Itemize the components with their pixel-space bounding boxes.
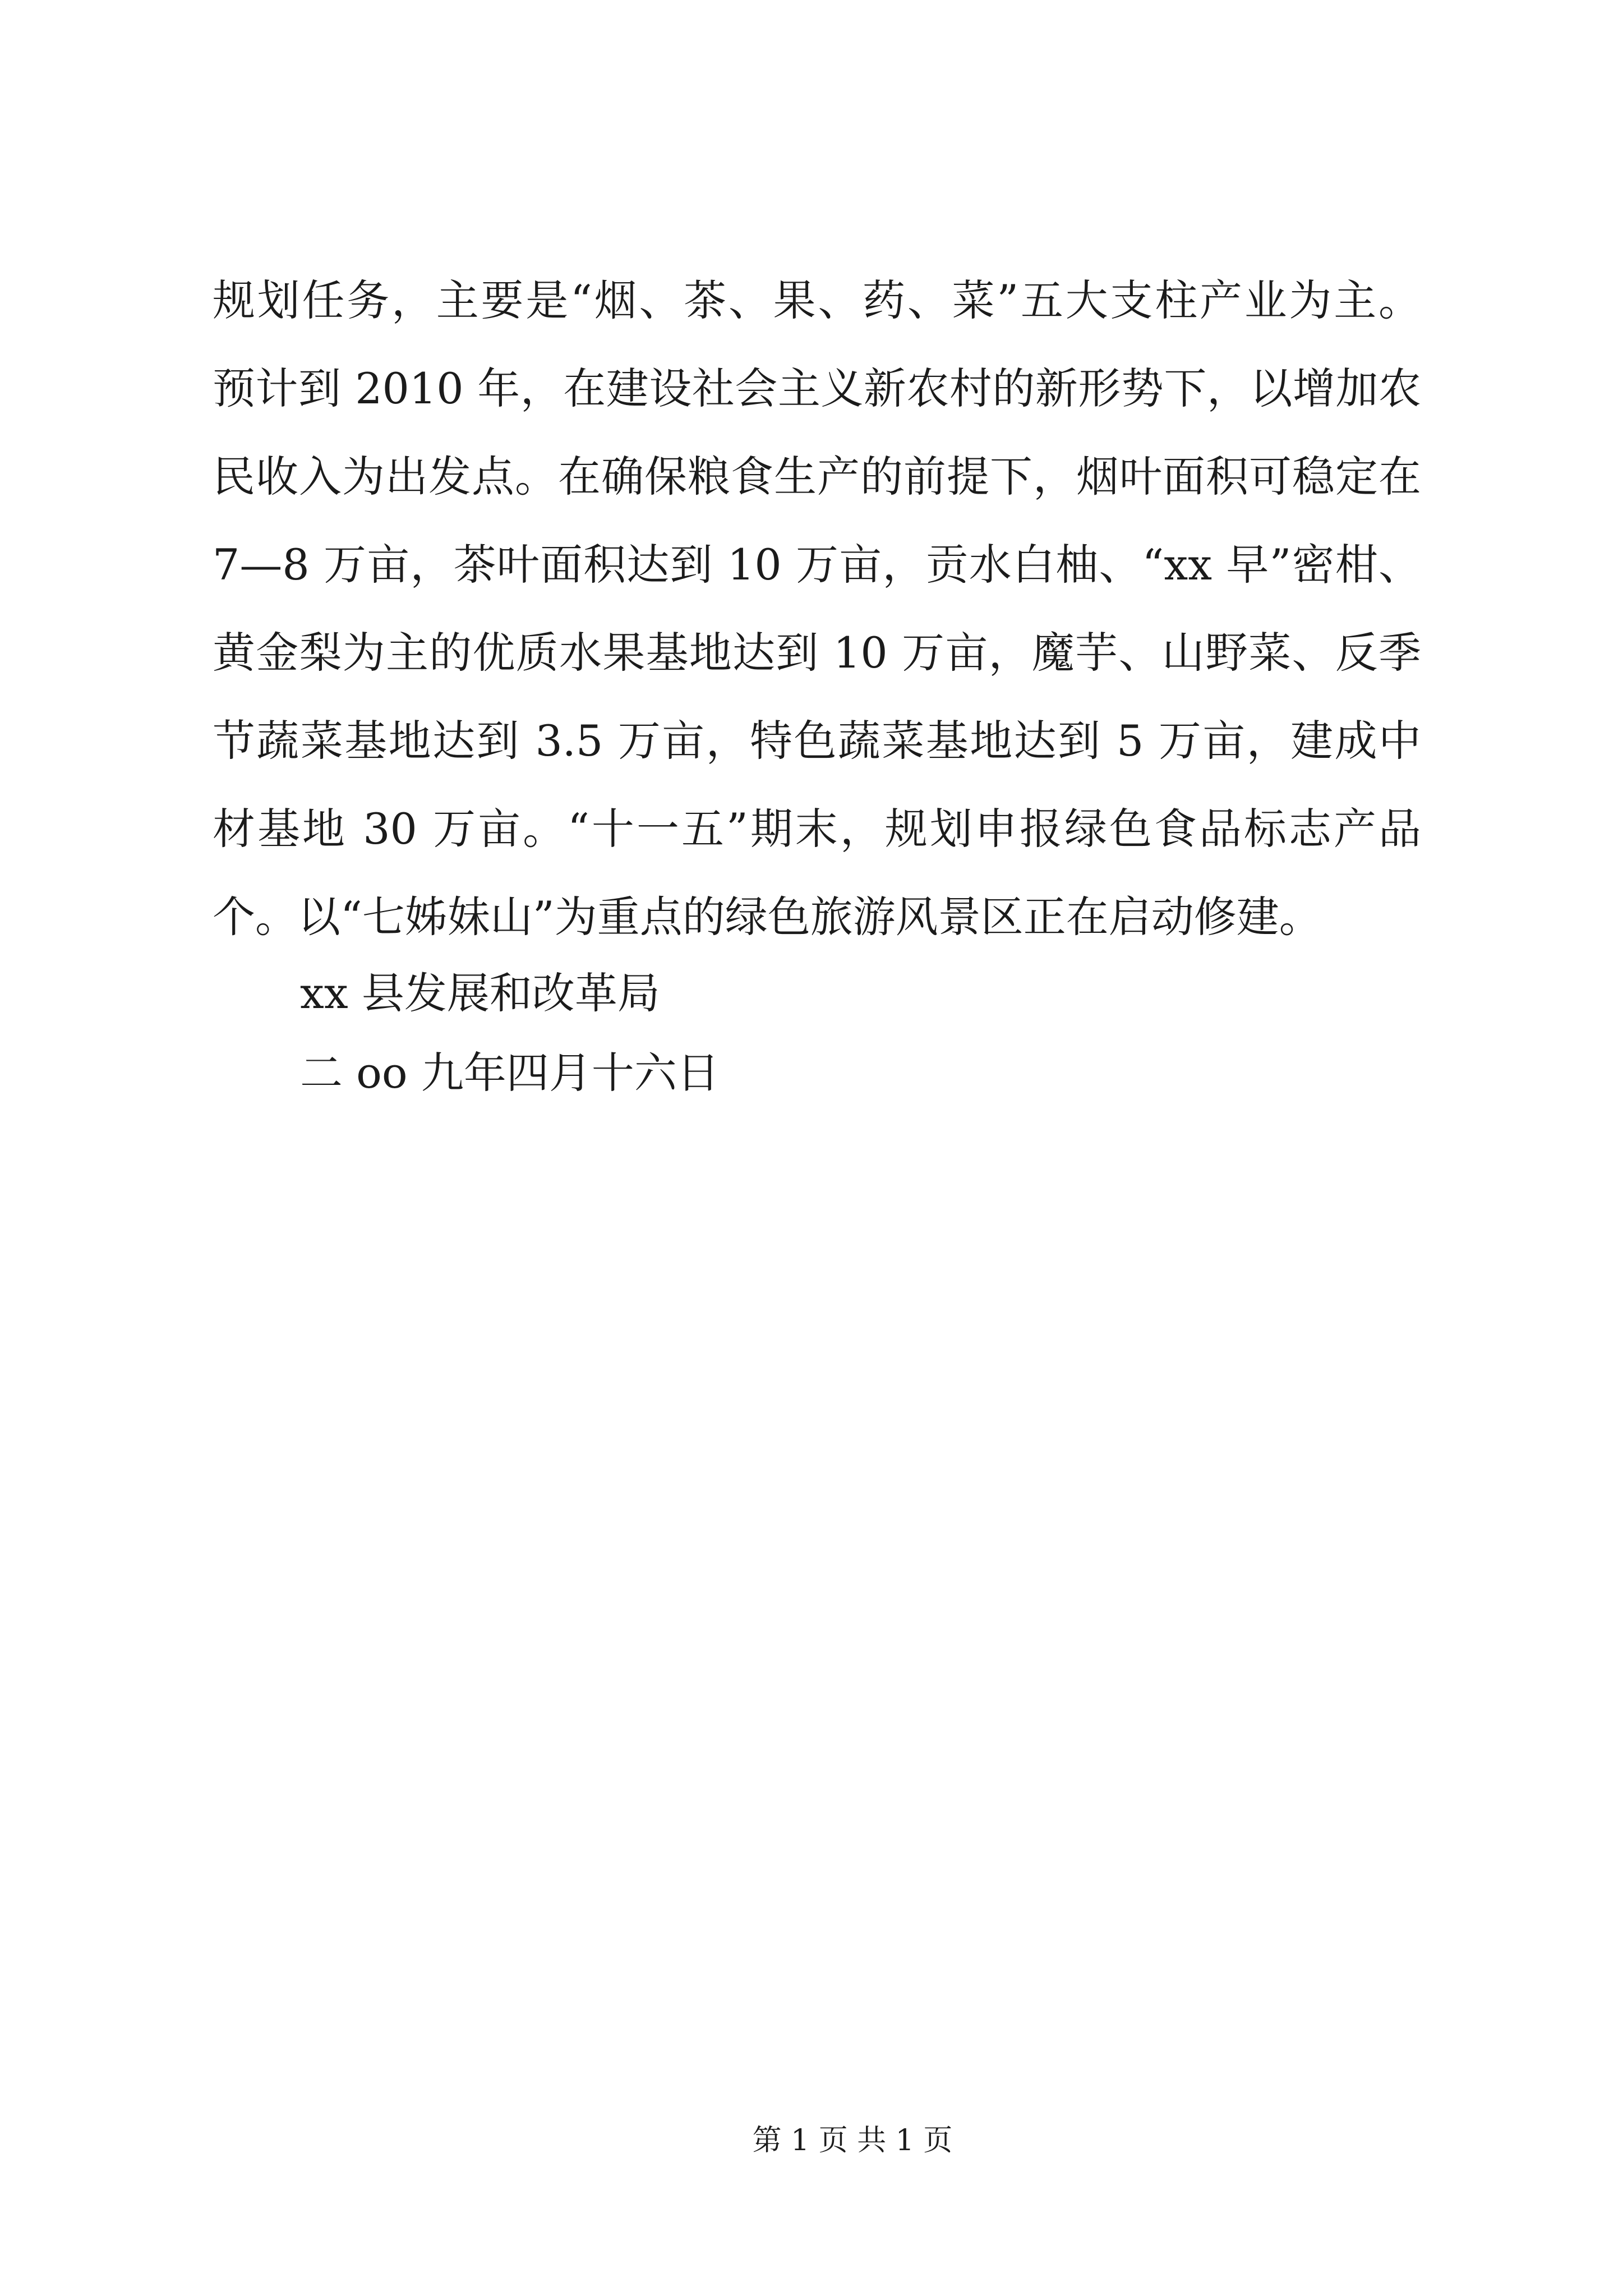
body-line: 7—8 万亩，茶叶面积达到 10 万亩，贡水白柚、“xx 早”密柑、: [213, 540, 1421, 590]
page-footer: 第 1 页 共 1 页: [752, 2124, 953, 2157]
document-body: [213, 256, 1421, 961]
body-line: 民收入为出发点。在确保粮食生产的前提下，烟叶面积可稳定在: [213, 452, 1421, 501]
body-line: 节蔬菜基地达到 3.5 万亩，特色蔬菜基地达到 5 万亩，建成中: [213, 716, 1421, 766]
body-line: 规划任务，主要是“烟、茶、果、药、菜”五大支柱产业为主。: [213, 275, 1421, 325]
document-date: 二 oo 九年四月十六日: [300, 1048, 720, 1098]
body-line: 黄金梨为主的优质水果基地达到 10 万亩，魔芋、山野菜、反季: [213, 628, 1421, 678]
body-line: 预计到 2010 年，在建设社会主义新农村的新形势下，以增加农: [213, 364, 1421, 413]
body-line: 材基地 30 万亩。“十一五”期末，规划申报绿色食品标志产品: [213, 804, 1421, 854]
body-line: 个。以“七姊妹山”为重点的绿色旅游风景区正在启动修建。: [213, 892, 1322, 942]
issuer-signature: xx 县发展和改革局: [300, 968, 660, 1018]
